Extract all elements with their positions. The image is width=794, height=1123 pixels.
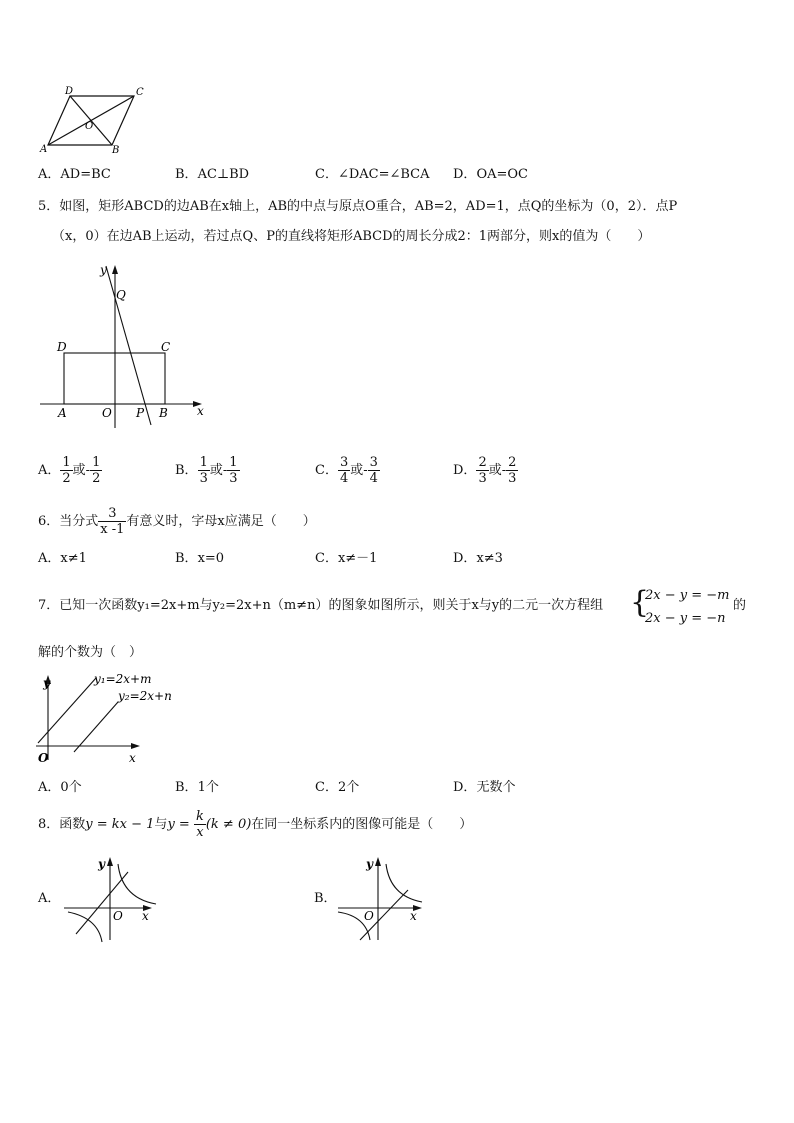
label-o: O bbox=[85, 121, 94, 132]
option-text: ∠DAC=∠BCA bbox=[337, 167, 430, 182]
fraction bbox=[506, 455, 518, 486]
option-letter: D． bbox=[453, 780, 477, 795]
denominator: 4 bbox=[369, 471, 378, 486]
option-text: AC⊥BD bbox=[197, 167, 250, 182]
denominator: 3 bbox=[478, 471, 487, 486]
q8-option-b-graph[interactable] bbox=[334, 852, 434, 944]
option-text: 无数个 bbox=[476, 780, 516, 795]
option-letter: D． bbox=[453, 463, 477, 478]
fraction bbox=[338, 455, 350, 486]
q5-option-b[interactable] bbox=[175, 454, 240, 488]
denominator: 2 bbox=[62, 471, 71, 486]
line-y2 bbox=[74, 702, 118, 752]
label-y1: y₁=2x+m bbox=[94, 672, 152, 686]
option-letter: B． bbox=[175, 551, 198, 566]
straight-line bbox=[76, 872, 128, 934]
q8-inverse-function-lhs: y = bbox=[167, 817, 190, 832]
option-letter: A． bbox=[38, 551, 61, 566]
numerator: 1 bbox=[199, 455, 208, 470]
label-a: A bbox=[40, 144, 48, 154]
y-axis-arrow bbox=[107, 857, 113, 866]
label-y: y bbox=[366, 857, 373, 871]
q7-option-d[interactable] bbox=[453, 780, 515, 796]
rectangle-figure bbox=[36, 260, 216, 430]
q6-fraction bbox=[98, 506, 126, 537]
label-p: P bbox=[136, 406, 145, 420]
numerator: 1 bbox=[92, 455, 101, 470]
q8-option-a-graph[interactable] bbox=[62, 852, 162, 944]
option-text: AD=BC bbox=[60, 167, 111, 182]
q8-suffix: 在同一坐标系内的图像可能是（ ） bbox=[251, 817, 473, 832]
option-letter: B． bbox=[175, 167, 198, 182]
q5-option-a[interactable] bbox=[38, 454, 102, 488]
numerator: 3 bbox=[369, 455, 378, 470]
y-axis-arrow bbox=[375, 857, 381, 866]
q7-option-c[interactable] bbox=[315, 780, 359, 796]
option-letter: D． bbox=[453, 551, 477, 566]
option-text: 2个 bbox=[337, 780, 360, 795]
label-y: y bbox=[43, 676, 50, 690]
denominator: 2 bbox=[92, 471, 101, 486]
numerator: 2 bbox=[508, 455, 517, 470]
q8-option-a-letter[interactable]: A． bbox=[38, 891, 61, 906]
label-x: x bbox=[142, 909, 149, 923]
q4-option-b[interactable] bbox=[175, 167, 249, 183]
q5-option-c[interactable] bbox=[315, 454, 380, 488]
option-text: OA=OC bbox=[476, 167, 528, 182]
fraction bbox=[90, 455, 102, 486]
x-axis-arrow bbox=[131, 743, 140, 749]
hyperbola-branch-2 bbox=[68, 912, 102, 942]
hyperbola-branch-1 bbox=[118, 864, 156, 904]
fraction bbox=[368, 455, 380, 486]
option-text: 1个 bbox=[197, 780, 219, 795]
denominator: x bbox=[194, 824, 206, 840]
q6-prefix: 6．当分式 bbox=[38, 514, 99, 529]
option-letter: B． bbox=[175, 463, 198, 478]
label-o: O bbox=[38, 751, 49, 765]
option-text: x=0 bbox=[197, 551, 225, 566]
q6-option-c[interactable] bbox=[315, 551, 377, 567]
denominator: 3 bbox=[508, 471, 517, 486]
q8-linear-function: y = kx − 1 bbox=[85, 817, 155, 832]
label-d: D bbox=[57, 340, 67, 354]
q4-option-a[interactable] bbox=[38, 167, 111, 183]
option-letter: A． bbox=[38, 167, 61, 182]
q8-condition: (k ≠ 0) bbox=[205, 817, 252, 832]
q7-question-line1: 7．已知一次函数y₁=2x+m与y₂=2x+n（m≠n）的图象如图所示，则关于x与y的二元一次方程组 bbox=[38, 598, 604, 613]
q5-question-line1: 5．如图，矩形ABCD的边AB在x轴上，AB的中点与原点O重合，AB=2，AD=1，点Q的坐标为（0，2）．点P bbox=[38, 199, 678, 214]
q8-fraction bbox=[194, 809, 206, 840]
option-letter: C． bbox=[315, 551, 338, 566]
label-o: O bbox=[102, 406, 112, 420]
q6-option-a[interactable] bbox=[38, 551, 87, 567]
label-x: x bbox=[197, 404, 204, 418]
fraction bbox=[476, 455, 488, 486]
q6-suffix: 有意义时，字母x应满足（ ） bbox=[126, 514, 316, 529]
option-letter: C． bbox=[315, 780, 338, 795]
denominator: 3 bbox=[199, 471, 208, 486]
label-c: C bbox=[161, 340, 171, 354]
option-connector: 或- bbox=[350, 463, 368, 478]
option-text: x≠－1 bbox=[337, 551, 378, 566]
q5-question-line2: （x，0）在边AB上运动，若过点Q、P的直线将矩形ABCD的周长分成2：1两部分，则x的值为（ ） bbox=[52, 229, 651, 244]
option-text: x≠3 bbox=[476, 551, 503, 566]
fraction bbox=[227, 455, 239, 486]
parallelogram-figure bbox=[36, 84, 156, 154]
q7-question-line2: 解的个数为（ ） bbox=[38, 645, 143, 660]
system-eq2: 2x − y = −n bbox=[645, 611, 726, 626]
label-q: Q bbox=[116, 288, 126, 302]
y-axis-arrow bbox=[112, 265, 118, 274]
denominator: x -1 bbox=[100, 522, 125, 537]
numerator: 3 bbox=[108, 506, 117, 521]
q6-option-b[interactable] bbox=[175, 551, 224, 567]
q8-option-b-letter[interactable]: B． bbox=[314, 891, 337, 906]
option-connector: 或- bbox=[209, 463, 228, 478]
denominator: 4 bbox=[339, 471, 349, 486]
q6-option-d[interactable] bbox=[453, 551, 503, 567]
q7-after: 的 bbox=[733, 598, 747, 613]
label-x: x bbox=[129, 751, 136, 765]
option-letter: A． bbox=[38, 463, 61, 478]
fraction bbox=[198, 455, 210, 486]
numerator: 1 bbox=[229, 455, 238, 470]
option-connector: 或- bbox=[72, 463, 91, 478]
option-text: 0个 bbox=[60, 780, 82, 795]
numerator: 2 bbox=[478, 455, 487, 470]
numerator: 3 bbox=[339, 455, 349, 470]
q6-question bbox=[38, 505, 316, 539]
label-b: B bbox=[159, 406, 168, 420]
label-y: y bbox=[98, 857, 105, 871]
option-text: x≠1 bbox=[60, 551, 87, 566]
q5-option-d[interactable] bbox=[453, 454, 518, 488]
label-o: O bbox=[113, 909, 123, 923]
label-b: B bbox=[112, 145, 120, 154]
q7-option-b[interactable] bbox=[175, 780, 219, 796]
label-x: x bbox=[410, 909, 417, 923]
system-eq1: 2x − y = −m bbox=[645, 588, 730, 603]
q4-option-c[interactable] bbox=[315, 167, 430, 183]
linear-functions-figure bbox=[34, 668, 184, 768]
system-brace: { bbox=[630, 585, 650, 620]
q8-question bbox=[38, 808, 472, 842]
hyperbola-branch-1 bbox=[386, 864, 422, 902]
option-letter: A． bbox=[38, 780, 61, 795]
q8-prefix: 8．函数 bbox=[38, 817, 86, 832]
option-letter: D． bbox=[453, 167, 477, 182]
fraction bbox=[60, 455, 72, 486]
option-letter: C． bbox=[315, 167, 338, 182]
q7-option-a[interactable] bbox=[38, 780, 82, 796]
label-c: C bbox=[136, 87, 144, 98]
option-letter: B． bbox=[175, 780, 198, 795]
numerator: 1 bbox=[62, 455, 71, 470]
line-qp bbox=[106, 266, 151, 425]
label-y: y bbox=[100, 263, 107, 277]
label-o: O bbox=[364, 909, 374, 923]
label-d: D bbox=[65, 86, 74, 97]
numerator: k bbox=[195, 809, 204, 824]
q8-connector: 与 bbox=[154, 817, 168, 832]
label-y2: y₂=2x+n bbox=[118, 689, 172, 703]
label-a: A bbox=[58, 406, 67, 420]
q4-option-d[interactable] bbox=[453, 167, 528, 183]
option-connector: 或- bbox=[488, 463, 507, 478]
option-letter: C． bbox=[315, 463, 338, 478]
denominator: 3 bbox=[229, 471, 238, 486]
